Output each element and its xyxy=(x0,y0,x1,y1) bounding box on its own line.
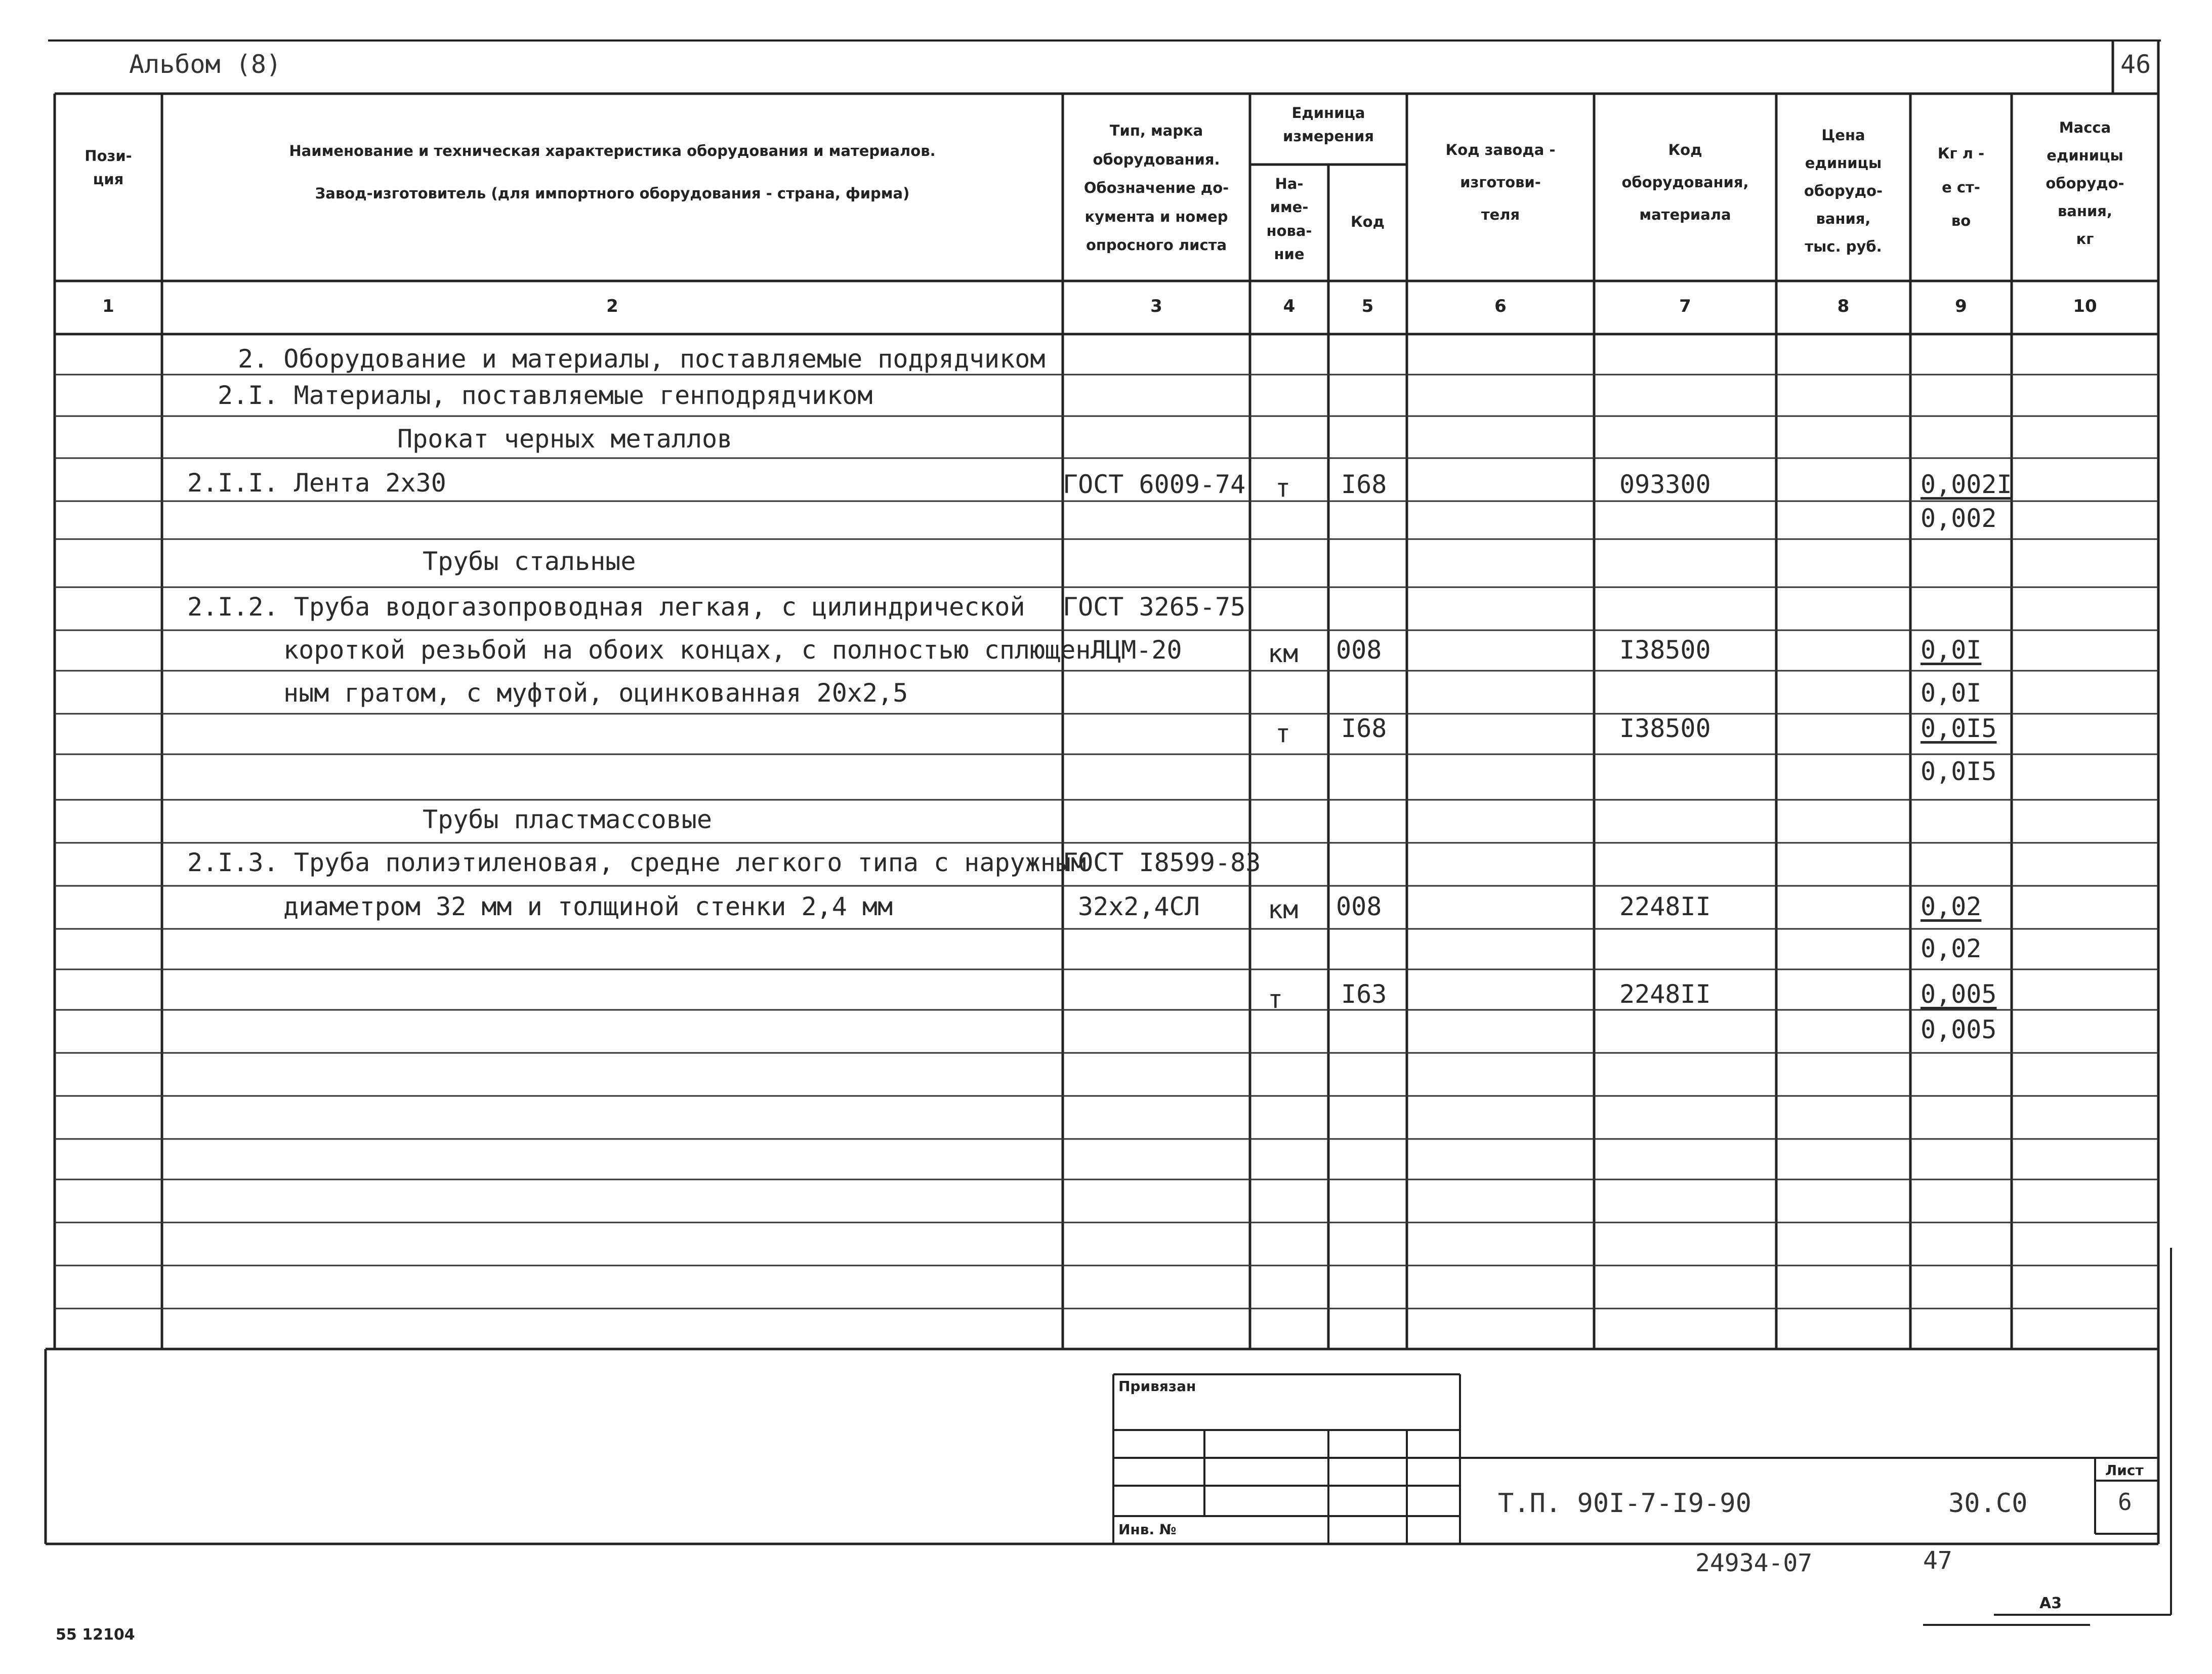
stamp-list-number: 6 xyxy=(2118,1488,2132,1516)
item-2-1-3-qty-t-total: 0,005 xyxy=(1921,1015,1997,1044)
sheet-number: 46 xyxy=(2120,50,2151,79)
item-2-1-2-qty-km-total: 0,0I xyxy=(1921,678,1982,708)
header-col5: Код xyxy=(1350,213,1385,230)
item-2-1-3-unit-t: т xyxy=(1268,985,1283,1014)
colnum-10: 10 xyxy=(2073,296,2097,316)
colnum-8: 8 xyxy=(1837,296,1850,316)
colnum-4: 4 xyxy=(1283,296,1296,316)
header-col8: Цена единицы оборудо- вания, тыс. руб. xyxy=(1804,127,1883,256)
header-col10: Масса единицы оборудо- вания, кг xyxy=(2046,119,2124,248)
item-2-1-3-code-t: I63 xyxy=(1341,979,1387,1009)
header-col4: На- име- нова- ние xyxy=(1266,175,1312,263)
item-2-1-1-code: I68 xyxy=(1341,470,1387,499)
group-plastic-pipes: Трубы пластмассовые xyxy=(423,805,712,834)
item-2-1-2-doc: ГОСТ 3265-75 xyxy=(1063,592,1246,622)
stamp-list-label: Лист xyxy=(2105,1462,2144,1479)
item-2-1-3-line2: диаметром 32 мм и толщиной стенки 2,4 мм xyxy=(283,892,893,921)
item-2-1-2-qty-km: 0,0I xyxy=(1921,635,1982,665)
colnum-6: 6 xyxy=(1494,296,1507,316)
item-2-1-2-qty-t: 0,0I5 xyxy=(1921,714,1997,743)
stamp-mark: 30.С0 xyxy=(1948,1488,2028,1519)
item-2-1-1-name: 2.I.I. Лента 2х30 xyxy=(187,468,446,498)
group-rolled-metal: Прокат черных металлов xyxy=(397,424,733,454)
section-2-title: 2. Оборудование и материалы, поставляемые подрядчиком xyxy=(238,344,1046,374)
item-2-1-2-unit-t: т xyxy=(1275,719,1291,748)
item-2-1-3-line1: 2.I.3. Труба полиэтиленовая, средне легкого типа с наружным xyxy=(187,848,1087,877)
item-2-1-2-qty-t-total: 0,0I5 xyxy=(1921,757,1997,786)
colnum-9: 9 xyxy=(1955,296,1967,316)
item-2-1-3-qty-km: 0,02 xyxy=(1921,892,1982,921)
item-2-1-2-code-km: 008 xyxy=(1336,635,1382,665)
item-2-1-1-unit: т xyxy=(1275,473,1291,503)
group-steel-pipes: Трубы стальные xyxy=(423,547,636,576)
header-col3: Тип, марка оборудования. Обозначение до- кумента и номер опросного листа xyxy=(1083,122,1229,254)
item-2-1-2-mark: ЛЦМ-20 xyxy=(1091,635,1182,665)
stamp-inventory-label: Инв. № xyxy=(1118,1521,1177,1538)
item-2-1-3-unit-km: км xyxy=(1268,895,1299,924)
item-2-1-2-line1: 2.I.2. Труба водогазопроводная легкая, с цилиндрической xyxy=(187,592,1025,622)
format-label: А3 xyxy=(2039,1595,2062,1612)
item-2-1-2-unit-km: км xyxy=(1268,639,1299,668)
item-2-1-3-qty-t: 0,005 xyxy=(1921,979,1997,1009)
header-col6: Код завода - изготови- теля xyxy=(1445,141,1556,223)
item-2-1-3-code-km: 008 xyxy=(1336,892,1382,921)
item-2-1-2-material-code-km: I38500 xyxy=(1619,635,1711,665)
colnum-2: 2 xyxy=(606,296,618,316)
item-2-1-3-qty-km-total: 0,02 xyxy=(1921,934,1982,963)
item-2-1-1-doc: ГОСТ 6009-74 xyxy=(1063,470,1246,499)
header-col1: Пози- ция xyxy=(85,147,132,188)
item-2-1-1-qty-total: 0,002 xyxy=(1921,504,1997,533)
header-col9: Кг л - е ст- во xyxy=(1937,145,1985,230)
colnum-7: 7 xyxy=(1679,296,1691,316)
header-col7: Код оборудования, материала xyxy=(1621,141,1749,223)
header-col2: Наименование и техническая характеристика оборудования и материалов. Завод-изготовитель (для импортного оборудования - страна, фирма) xyxy=(289,142,936,202)
archive-number: 24934-07 xyxy=(1695,1549,1813,1577)
item-2-1-2-line2: короткой резьбой на обоих концах, с полностью сплющен- xyxy=(283,635,1106,665)
stamp-privyazan-label: Привязан xyxy=(1118,1378,1196,1395)
footer-page-number: 47 xyxy=(1923,1546,1952,1575)
item-2-1-2-code-t: I68 xyxy=(1341,714,1387,743)
item-2-1-3-mark: 32х2,4СЛ xyxy=(1078,892,1200,921)
item-2-1-1-qty: 0,002I xyxy=(1921,470,2012,499)
colnum-3: 3 xyxy=(1150,296,1162,316)
item-2-1-2-material-code-t: I38500 xyxy=(1619,714,1711,743)
header-unit-group: Единица измерения xyxy=(1283,104,1374,145)
colnum-5: 5 xyxy=(1361,296,1374,316)
stamp-doc-code: Т.П. 90I-7-I9-90 xyxy=(1498,1488,1751,1519)
item-2-1-3-material-code-t: 2248II xyxy=(1619,979,1711,1009)
item-2-1-2-line3: ным гратом, с муфтой, оцинкованная 20х2,5 xyxy=(283,678,908,708)
item-2-1-3-doc: ГОСТ I8599-83 xyxy=(1063,848,1261,877)
item-2-1-1-material-code: 093300 xyxy=(1619,470,1711,499)
item-2-1-3-material-code-km: 2248II xyxy=(1619,892,1711,921)
section-2-1-title: 2.I. Материалы, поставляемые генподрядчиком xyxy=(218,381,873,410)
album-label: Альбом (8) xyxy=(129,50,282,79)
footer-left-code: 55 12104 xyxy=(56,1626,135,1644)
colnum-1: 1 xyxy=(102,296,114,316)
